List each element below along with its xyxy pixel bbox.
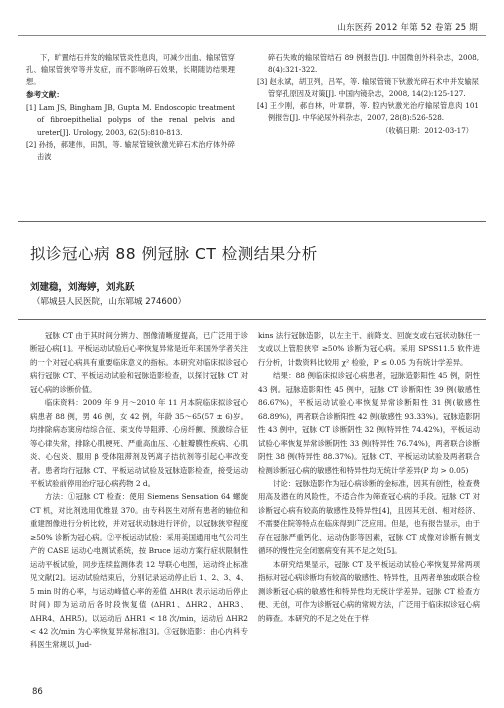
results-paragraph: 结果：88 例临床拟诊冠心病患者，冠脉造影阳性 45 例，阴性 43 例。冠脉造影阳性 45 例中，冠脉 CT 诊断阳性 39 例(敏感性 86.67%)，平板运动试验心率恢复异常诊断阳性 31 例(敏感性 68.89%)，两者联合诊断阳性 42 例(敏感性 93.33%)。冠脉造影阴性 43 例中，冠脉 CT 诊断阴性 32 例(特异性 74.42%)，平板运动试验心率恢复异常诊断阴性 33 例(特异性 76.74%)，两者联合诊断阴性 38 例(特异性 88.37%)。冠脉 CT、平板运动试验及两者联合检测诊断冠心病的敏感性和特异性均无统计学差异(P 均 > 0.05) <box>258 371 480 475</box>
conclusion-paragraph: 本研究结果显示，冠脉 CT 及平板运动试验心率恢复异常两项指标对冠心病诊断均有较高的敏感性、特异性，且两者单独或联合检测诊断冠心病的敏感性和特异性均无统计学差异。冠脉 CT 检查方便、无创，可作为诊断冠心病的常规方法，广泛用于临床拟诊冠心病的筛查。本研究的不足之处在于样 <box>258 559 480 623</box>
methods-paragraph: 方法：①冠脉 CT 检查：使用 Siemens Sensation 64 螺旋 CT 机，对比剂选用优维显 370。由专科医生对所有患者的轴位和重建图像进行分析比较，并对冠状动脉进行评价，以冠脉狭窄程度 ≥50% 诊断为冠心病。②平板运动试验：采用美国通用电气公司生产的 CASE 运动心电测试系统，按 Bruce 运动方案行症状限制性运动平板试验，同步连续监测体表 12 导联心电图，运动终止标准见文献[2]。运动试验结束后，分别记录运动停止后 1、2、3、4、5 min 时的心率，与运动峰值心率的差值 ΔHR(t 表示运动后停止时间) 即为运动后各时段恢复值 (ΔHR1、ΔHR2、ΔHR3、ΔHR4、ΔHR5)。以运动后 ΔHR1 < 18 次/min，运动后 ΔHR2 < 42 次/min 为心率恢复异常标准[3]。③冠脉造影：由心内科专科医生常规以 Jud- <box>30 492 248 650</box>
prev-article-tail <box>26 52 235 163</box>
reference-2-cont: 碎石失败的输尿管结石 89 例报告[J]. 中国微创外科杂志，2008, 8(4):321-322. <box>268 53 479 75</box>
title-rule-top <box>18 221 486 222</box>
prev-article-refs <box>257 52 479 137</box>
methods-cont-paragraph: kins 法行冠脉造影，以左主干、前降支、回旋支或右冠状动脉任一支或以上管腔狭窄 ≥50% 诊断为冠心病。采用 SPSS11.5 软件进行分析，计数资料比较用 χ² 检验，P ≤ 0.05 为有统计学差异。 <box>258 331 480 367</box>
reference-3: [3] 赵永斌，胡卫列，吕军，等. 输尿管镜下钬激光碎石术中并发输尿管穿孔原因及对策[J]. 中国内镜杂志，2008, 14(2):125-127. <box>257 77 479 99</box>
prev-article-paragraph: 下，旷置结石并发的输尿管炎性息肉，可减少出血、输尿管穿孔、输尿管狭窄等并发症，而不影响碎石效果，长期随访结果理想。 <box>26 53 235 87</box>
page-number: 86 <box>32 687 43 697</box>
title-rule-bottom <box>18 319 486 320</box>
clinical-data-paragraph: 临床资料：2009 年 9 月～2010 年 11 月本院临床拟诊冠心病患者 88 例，男 46 例，女 42 例，年龄 35～65(57 ± 6)岁。均排除病态窦房结综合征、束支传导阻滞、心房纤颤、预激综合征等心律失常，排除心肌梗死、严重高血压、心脏瓣膜性疾病、心肌炎、心包炎、服用 β 受体阻滞剂及钙离子拮抗剂等引起心率改变者。患者均行冠脉 CT、平板运动试验及冠脉造影检查，接受运动平板试验前停用治疗冠心病药物 2 d。 <box>30 398 248 488</box>
reference-4: [4] 王少刚，郝自林，叶章群，等. 腔内钬激光治疗输尿管息肉 101 例报告[J]. 中华泌尿外科杂志，2007, 28(8):526-528. <box>257 101 479 123</box>
left-column <box>30 329 248 652</box>
article-title: 拟诊冠心病 88 例冠脉 CT 检测结果分析 <box>30 245 318 263</box>
journal-header: 山东医药 2012 年第 52 卷第 25 期 <box>337 23 478 33</box>
article-affiliation: （郓城县人民医院，山东郓城 274600） <box>32 297 187 307</box>
references-heading: 参考文献： <box>26 90 64 100</box>
received-date: （收稿日期：2012-03-17） <box>381 125 473 135</box>
discussion-paragraph: 讨论：冠脉造影作为冠心病诊断的金标准，因其有创性，检查费用高及潜在的风险性，不适合作为筛查冠心病的手段。冠脉 CT 对诊断冠心病有较高的敏感性及特异性[4]，且因其无创、相对经济、不需要住院等特点在临床得到广泛应用。但是，也有报告显示，由于存在冠脉严重钙化、运动伪影等因素，冠脉 CT 成像对诊断有侧支循环的慢性完全闭塞病变有其不足之处[5]。 <box>258 478 480 556</box>
article-authors: 刘建稳，刘海婷，刘兆跃 <box>30 282 135 293</box>
right-column <box>258 329 480 625</box>
intro-paragraph: 冠脉 CT 由于其时间分辨力、图像清晰度提高，已广泛用于诊断冠心病[1]。平板运动试验后心率恢复异常是近年来国外学者关注的一个对冠心病具有重要临床意义的指标。本研究对临床拟诊冠心病行冠脉 CT、平板运动试验和冠脉造影检查，以探讨冠脉 CT 对冠心病的诊断价值。 <box>30 331 248 394</box>
reference-1: [1] Lam JS, Bingham JB, Gupta M. Endoscopic treatment of fibroepithelial polyps of the renal pelvis and ureter[J]. Urology, 2003, 62(5):810-813. <box>26 103 235 137</box>
reference-2: [2] 孙扬，郝建伟，田凯，等. 输尿管镜钬激光碎石术治疗体外碎击波 <box>26 139 235 161</box>
header-rule <box>18 35 486 36</box>
